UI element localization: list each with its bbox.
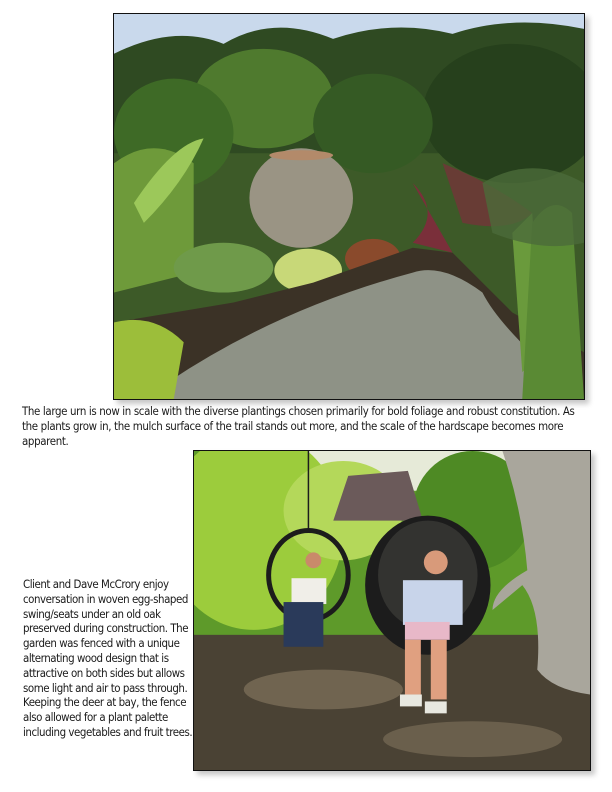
top-photo-caption: The large urn is now in scale with the diverse plantings chosen primarily for bold foliage and robust constitution. As the plants grow in, the mulch surface of the trail stands out more, and the scale of the hardscape becomes more apparent. [22,404,575,448]
urn [249,148,353,247]
egg-swings-illustration [194,451,590,770]
side-photo-caption: Client and Dave McCrory enjoy conversation in woven egg-shaped swing/seats under an old oak preserved during construction. The garden was fenced with a unique alternating wood design that is attractive on both sides but allows some light and air to pass through. Keeping the deer at bay, the fence also allowed for a plant palette including vegetables and fruit trees. [23,577,193,739]
egg-swings-photo [193,450,591,771]
garden-urn-photo [113,13,585,400]
garden-urn-illustration [114,14,584,399]
